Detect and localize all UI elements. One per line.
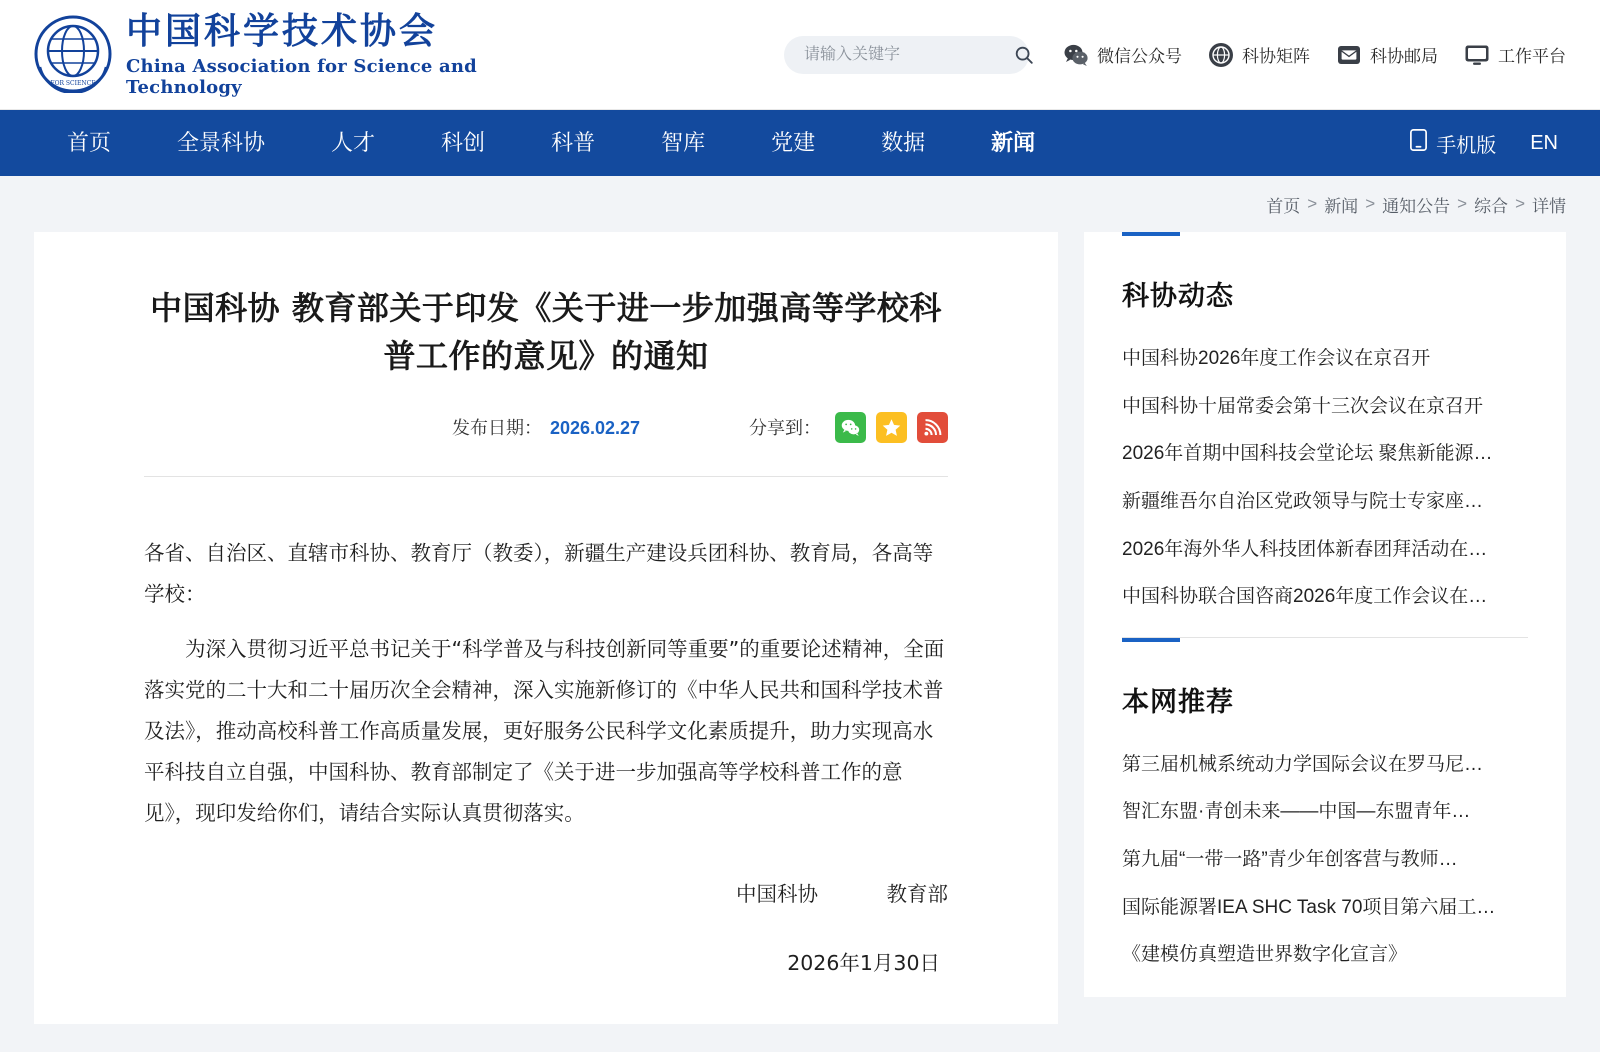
list-item[interactable]: 2026年海外华人科技团体新春团拜活动在… <box>1122 538 1488 560</box>
section-accent-bar <box>1122 638 1180 642</box>
qzone-share-icon[interactable] <box>876 412 907 443</box>
cast-emblem-icon <box>34 15 112 93</box>
publish-date-value: 2026.02.27 <box>549 418 641 438</box>
nav-item-think-tank[interactable]: 智库 <box>661 130 706 155</box>
monitor-icon <box>1464 42 1490 68</box>
list-item[interactable]: 智汇东盟·青创未来——中国—东盟青年… <box>1122 801 1471 823</box>
nav-item-list <box>34 110 1068 176</box>
quick-link-mail[interactable] <box>1336 42 1438 68</box>
mobile-version-label: 手机版 <box>1436 134 1497 157</box>
article-paragraph: 各省、自治区、直辖市科协、教育厅（教委），新疆生产建设兵团科协、教育局，各高等学校： <box>144 541 934 606</box>
svg-text:FOR SCIENCE: FOR SCIENCE <box>50 80 96 88</box>
nav-item-news[interactable]: 新闻 <box>991 130 1036 155</box>
wechat-share-icon[interactable] <box>835 412 866 443</box>
quick-link-label: 科协邮局 <box>1370 47 1438 66</box>
section-accent-bar <box>1122 232 1180 236</box>
article-body <box>144 533 948 984</box>
header-quick-links <box>1063 42 1566 68</box>
signature-org-cast: 中国科协 <box>735 882 818 906</box>
list-item[interactable]: 《建模仿真塑造世界数字化宣言》 <box>1122 944 1408 966</box>
nav-item-data[interactable]: 数据 <box>881 130 926 155</box>
breadcrumb-item-home[interactable]: 首页 <box>1266 196 1301 216</box>
breadcrumb-item-detail: 详情 <box>1532 196 1566 216</box>
language-switch-en[interactable]: EN <box>1530 131 1558 154</box>
breadcrumb-item-news[interactable]: 新闻 <box>1324 196 1359 216</box>
list-item[interactable]: 国际能源署IEA SHC Task 70项目第六届工… <box>1122 896 1496 918</box>
main-nav <box>0 110 1600 176</box>
article-paragraph: 为深入贯彻习近平总书记关于“科学普及与科技创新同等重要”的重要论述精神，全面落实党的二十大和二十届历次全会精神，深入实施新修订的《中华人民共和国科学技术普及法》，推动高校科普工作高质量发展，更好服务公民科学文化素质提升，助力实现高水平科技自立自强，中国科协、教育部制定了《关于进一步加强高等学校科普工作的意见》，现印发给你们，请结合实际认真贯彻落实。 <box>144 637 945 825</box>
list-item[interactable]: 2026年首期中国科技会堂论坛 聚焦新能源… <box>1122 443 1493 465</box>
quick-link-wechat[interactable] <box>1063 42 1182 68</box>
site-logo[interactable] <box>34 11 544 98</box>
nav-utilities <box>1410 129 1566 158</box>
search-icon[interactable] <box>1013 42 1035 68</box>
nav-item-popular-science[interactable]: 科普 <box>551 130 596 155</box>
share-label: 分享到： <box>749 418 821 438</box>
sidebar-list-cast-news <box>1122 335 1528 621</box>
article-panel <box>34 232 1058 1024</box>
list-item[interactable]: 中国科协2026年度工作会议在京召开 <box>1122 348 1431 369</box>
sidebar-title-cast-news: 科协动态 <box>1122 281 1234 312</box>
quick-link-workplatform[interactable] <box>1464 42 1566 68</box>
nav-item-panorama[interactable]: 全景科协 <box>177 130 266 155</box>
page-title: 中国科协 教育部关于印发《关于进一步加强高等学校科普工作的意见》的通知 <box>150 289 942 375</box>
article-divider <box>144 476 948 477</box>
mobile-version-link[interactable] <box>1410 129 1496 158</box>
list-item[interactable]: 第三届机械系统动力学国际会议在罗马尼… <box>1122 753 1484 775</box>
logo-title-en: China Association for Science and Technology <box>126 56 477 99</box>
matrix-icon <box>1208 42 1234 68</box>
publish-date-label: 发布日期： <box>451 418 542 438</box>
site-header <box>0 0 1600 110</box>
nav-item-home[interactable]: 首页 <box>67 130 112 155</box>
breadcrumb-separator: > <box>1457 194 1468 213</box>
share-bar <box>749 412 948 443</box>
search-box[interactable] <box>784 36 1029 74</box>
sidebar-title-recommended: 本网推荐 <box>1122 686 1234 718</box>
mobile-phone-icon <box>1410 129 1427 157</box>
search-input[interactable] <box>802 45 1013 65</box>
page-layout <box>0 232 1600 1024</box>
breadcrumb-separator: > <box>1515 194 1525 213</box>
breadcrumb-separator: > <box>1307 194 1318 213</box>
sidebar-block-cast-news <box>1084 232 1566 621</box>
list-item[interactable]: 新疆维吾尔自治区党政领导与院士专家座… <box>1122 490 1484 512</box>
quick-link-matrix[interactable] <box>1208 42 1310 68</box>
weibo-share-icon[interactable] <box>917 412 948 443</box>
wechat-icon <box>1063 42 1089 68</box>
quick-link-label: 工作平台 <box>1498 47 1566 66</box>
article-signature <box>144 874 948 984</box>
sidebar <box>1084 232 1566 997</box>
sidebar-list-recommended <box>1122 741 1528 979</box>
list-item[interactable]: 第九届“一带一路”青少年创客营与教师… <box>1122 849 1458 871</box>
signature-org-moe: 教育部 <box>886 882 948 906</box>
quick-link-label: 微信公众号 <box>1097 47 1182 66</box>
breadcrumb-separator: > <box>1365 194 1376 213</box>
quick-link-label: 科协矩阵 <box>1242 47 1310 66</box>
nav-item-innovation[interactable]: 科创 <box>441 130 486 155</box>
publish-date <box>452 414 640 440</box>
mail-icon <box>1336 42 1362 68</box>
breadcrumb <box>0 176 1600 232</box>
logo-title-cn: 中国科学技术协会 <box>126 9 439 52</box>
signature-date: 2026年1月30日 <box>787 951 940 975</box>
list-item[interactable]: 中国科协十届常委会第十三次会议在京召开 <box>1122 395 1484 417</box>
nav-item-talent[interactable]: 人才 <box>331 130 376 155</box>
breadcrumb-item-announcements[interactable]: 通知公告 <box>1382 196 1451 216</box>
nav-item-party-building[interactable]: 党建 <box>771 130 816 155</box>
article-meta <box>144 414 948 440</box>
sidebar-block-recommended <box>1084 638 1566 979</box>
list-item[interactable]: 中国科协联合国咨商2026年度工作会议在… <box>1122 586 1488 608</box>
breadcrumb-item-general[interactable]: 综合 <box>1474 196 1509 216</box>
